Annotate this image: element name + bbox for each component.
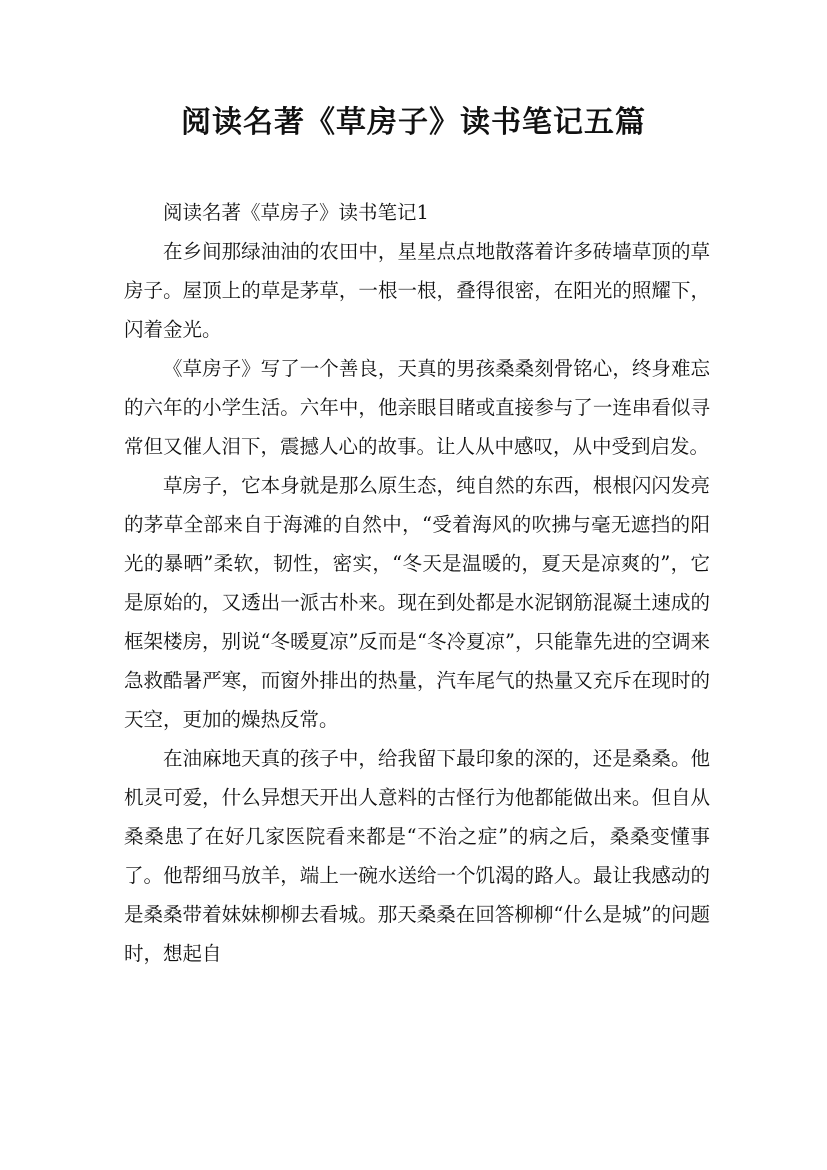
paragraph: 在乡间那绿油油的农田中，星星点点地散落着许多砖墙草顶的草房子。屋顶上的草是茅草，一根一根，叠得很密，在阳光的照耀下，闪着金光。: [124, 240, 710, 341]
paragraph: 草房子，它本身就是那么原生态，纯自然的东西，根根闪闪发亮的茅草全部来自于海滩的自然中，“受着海风的吹拂与毫无遮挡的阳光的暴晒”柔软，韧性，密实，“冬天是温暖的，夏天是凉爽的”，它是原始的，又透出一派古朴来。现在到处都是水泥钢筋混凝土速成的框架楼房，别说“冬暖夏凉”反而是“冬冷夏凉”，只能靠先进的空调来急救酷暑严寒，而窗外排出的热量，汽车尾气的热量又充斥在现时的天空，更加的燥热反常。: [124, 474, 710, 731]
document-title: 阅读名著《草房子》读书笔记五篇: [181, 105, 646, 140]
paragraph: 在油麻地天真的孩子中，给我留下最印象的深的，还是桑桑。他机灵可爱，什么异想天开出人意料的古怪行为他都能做出来。但自从桑桑患了在好几家医院看来都是“不治之症”的病之后，桑桑变懂事了。他帮细马放羊，端上一碗水送给一个饥渴的路人。最让我感动的是桑桑带着妹妹柳柳去看城。那天桑桑在回答柳柳“什么是城”的问题时，想起自: [124, 747, 710, 965]
document-body: [124, 193, 710, 973]
paragraph: 《草房子》写了一个善良，天真的男孩桑桑刻骨铭心，终身难忘的六年的小学生活。六年中，他亲眼目睹或直接参与了一连串看似寻常但又催人泪下，震撼人心的故事。让人从中感叹，从中受到启发。: [124, 357, 710, 458]
section-heading: 阅读名著《草房子》读书笔记1: [163, 201, 429, 224]
